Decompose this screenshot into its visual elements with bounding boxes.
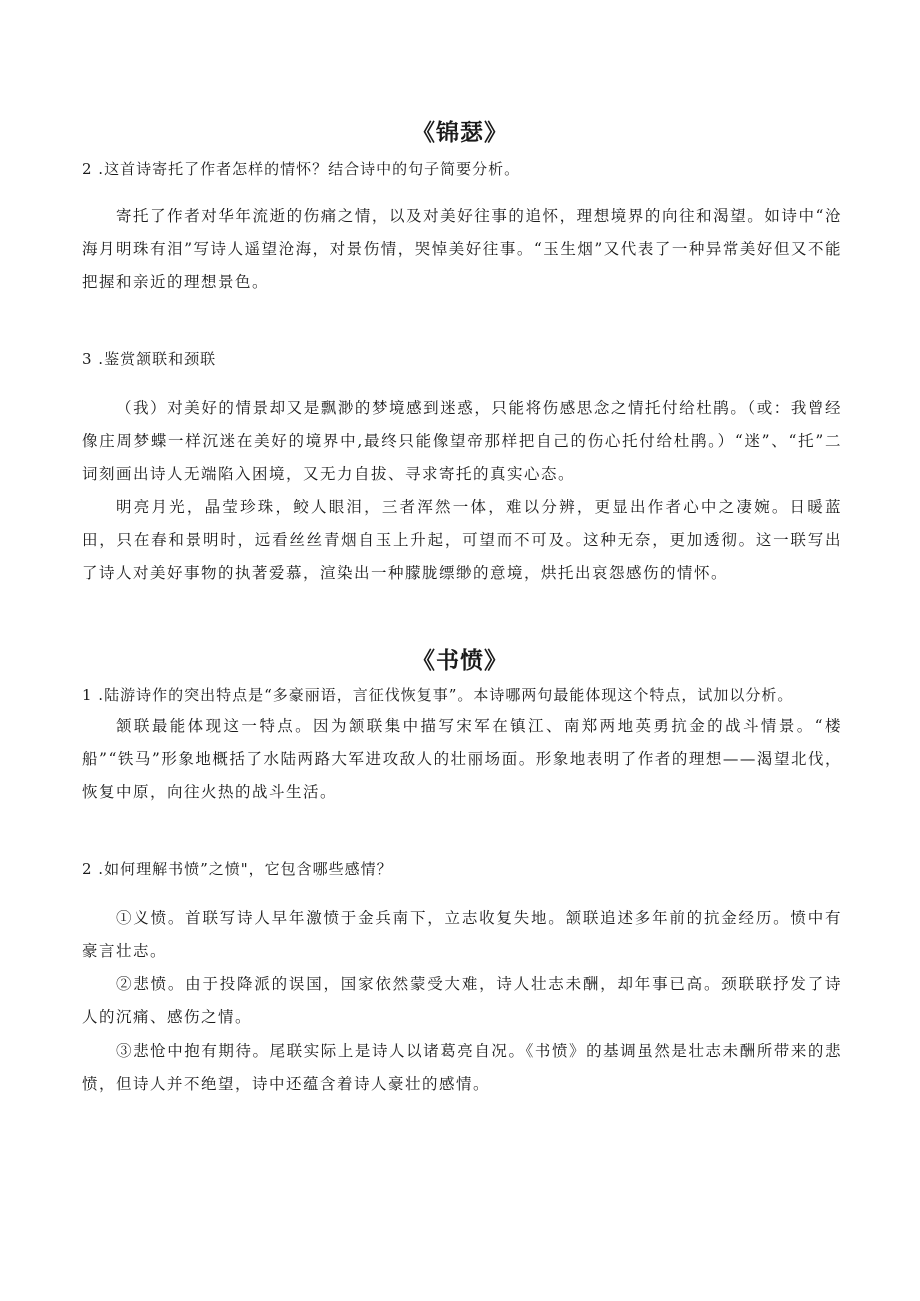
section-title: 《锦瑟》	[412, 120, 508, 146]
answer-2-item-2: ②悲愤。由于投降派的误国，国家依然蒙受大难，诗人壮志未酬，却年事已高。颈联联抒发了诗人的沉痛、感伤之情。	[82, 975, 842, 1026]
question-3: 3 .鉴赏颔联和颈联	[82, 350, 217, 368]
question-1: 1 .陆游诗作的突出特点是“多豪丽语，言征伐恢复事”。本诗哪两句最能体现这个特点，试加以分析。	[82, 686, 794, 704]
answer-2-item-3: ③悲怆中抱有期待。尾联实际上是诗人以诸葛亮自况。《书愤》的基调虽然是壮志未酬所带来的悲愤，但诗人并不绝望，诗中还蕴含着诗人豪壮的感情。	[82, 1042, 842, 1093]
question-2: 2 .如何理解书愤”之愤"，它包含哪些感情？	[82, 860, 393, 878]
question-2: 2 .这首诗寄托了作者怎样的情怀？结合诗中的句子简要分析。	[82, 160, 521, 178]
section-title: 《书愤》	[412, 648, 508, 674]
answer-3-paragraph-2: 明亮月光，晶莹珍珠，鲛人眼泪，三者浑然一体，难以分辨，更显出作者心中之凄婉。日暖蓝田，只在春和景明时，远看丝丝青烟自玉上升起，可望而不可及。这种无奈，更加透彻。这一联写出了诗人对美好事物的执著爱慕，渲染出一种朦胧缥缈的意境，烘托出哀怨感伤的情怀。	[82, 498, 842, 582]
answer-2-item-1: ①义愤。首联写诗人早年激愤于金兵南下，立志收复失地。颔联追述多年前的抗金经历。愤中有豪言壮志。	[82, 909, 842, 960]
answer-2: 寄托了作者对华年流逝的伤痛之情，以及对美好往事的追怀，理想境界的向往和渴望。如诗中“沧海月明珠有泪”写诗人遥望沧海，对景伤情，哭悼美好往事。“玉生烟”又代表了一种异常美好但又不能把握和亲近的理想景色。	[82, 207, 842, 291]
answer-1: 颔联最能体现这一特点。因为颔联集中描写宋军在镇江、南郑两地英勇抗金的战斗情景。“楼船”“铁马”形象地概括了水陆两路大军进攻敌人的壮丽场面。形象地表明了作者的理想——渴望北伐，恢复中原，向往火热的战斗生活。	[82, 717, 842, 801]
answer-3-paragraph-1: （我）对美好的情景却又是飘渺的梦境感到迷惑，只能将伤感思念之情托付给杜鹃。（或：我曾经像庄周梦蝶一样沉迷在美好的境界中,最终只能像望帝那样把自己的伤心托付给杜鹃。）“迷”、“托”二词刻画出诗人无端陷入困境，又无力自拔、寻求寄托的真实心态。	[82, 399, 842, 483]
